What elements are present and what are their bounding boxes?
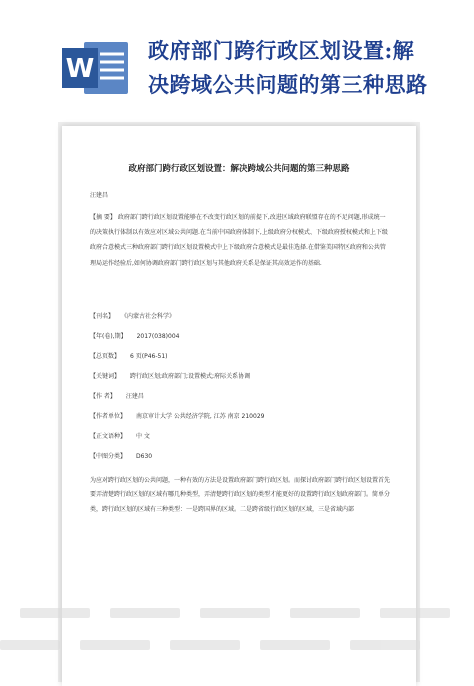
document-title: 政府部门跨行政区划设置：解决跨域公共问题的第三种思路 <box>128 164 350 174</box>
field-language <box>90 431 390 440</box>
field-classification <box>90 451 390 460</box>
field-journal <box>90 311 390 320</box>
abstract-text: 政府部门跨行政区划设置能够在不改变行政区划的前提下,改进区域政府联盟存在的不足问题,形成统一的决策执行体制以有效应对区域公共问题.在当前中国政府体制下,上级政府分权模式、下级政府授权模式和上下级政府合意模式三种政府部门跨行政区划设置模式中上下级政府合意模式是最佳选择.在借鉴美国特区政府和公共管理局运作经验后,如何协调政府部门跨行政区划与其他政府关系是保证其高效运作的基础. <box>90 214 388 267</box>
header-title-line-2: 决跨域公共问题的第三种思路 <box>148 72 428 97</box>
header-title-line-1: 政府部门跨行政区划设置:解 <box>148 38 415 63</box>
field-label: 【关键词】 <box>90 373 121 380</box>
field-label: 【刊名】 <box>90 313 115 320</box>
word-app-icon <box>62 38 130 98</box>
word-logo-letter: W <box>65 54 95 84</box>
field-value: 跨行政区划;政府部门;设置模式;府际关系协调 <box>130 373 251 380</box>
field-label: 【中图分类】 <box>90 453 127 460</box>
body-paragraph: 为应对跨行政区划的公共问题，一种有效的方法是设置政府部门跨行政区划。而探讨政府部门跨行政区划设置首先要弄清楚跨行政区划的区域有哪几种类型，弄清楚跨行政区划的类型才能更好的设置跨行政区划政府部门。简单分类，跨行政区划的区域有三种类型：一是跨国界的区域。二是跨省级行政区划的区域，三是省域内部 <box>90 477 391 513</box>
field-value: 汪建昌 <box>125 393 144 400</box>
field-label: 【作者单位】 <box>90 413 127 420</box>
field-author <box>90 391 390 400</box>
abstract <box>90 210 390 271</box>
field-value: 中 文 <box>136 433 150 440</box>
field-value: 《内蒙古社会科学》 <box>124 313 176 320</box>
field-affiliation <box>90 411 390 420</box>
field-label: 【作 者】 <box>90 393 116 400</box>
page-header <box>0 0 474 118</box>
field-label: 【年(卷),期】 <box>90 333 127 340</box>
watermark-pattern <box>0 600 474 669</box>
header-title <box>148 34 458 102</box>
field-pages <box>90 351 390 360</box>
field-value: 南京审计大学 公共经济学院, 江苏 南京 210029 <box>136 413 265 420</box>
field-value: D630 <box>136 453 153 460</box>
field-value: 6 页(P46-51) <box>130 353 168 360</box>
abstract-label: 【摘 要】 <box>90 214 116 221</box>
field-label: 【总页数】 <box>90 353 121 360</box>
field-label: 【正文语种】 <box>90 433 127 440</box>
document-author: 汪建昌 <box>90 192 109 199</box>
field-volume <box>90 331 390 340</box>
field-keywords <box>90 371 390 380</box>
field-value: 2017(038)004 <box>136 333 180 340</box>
